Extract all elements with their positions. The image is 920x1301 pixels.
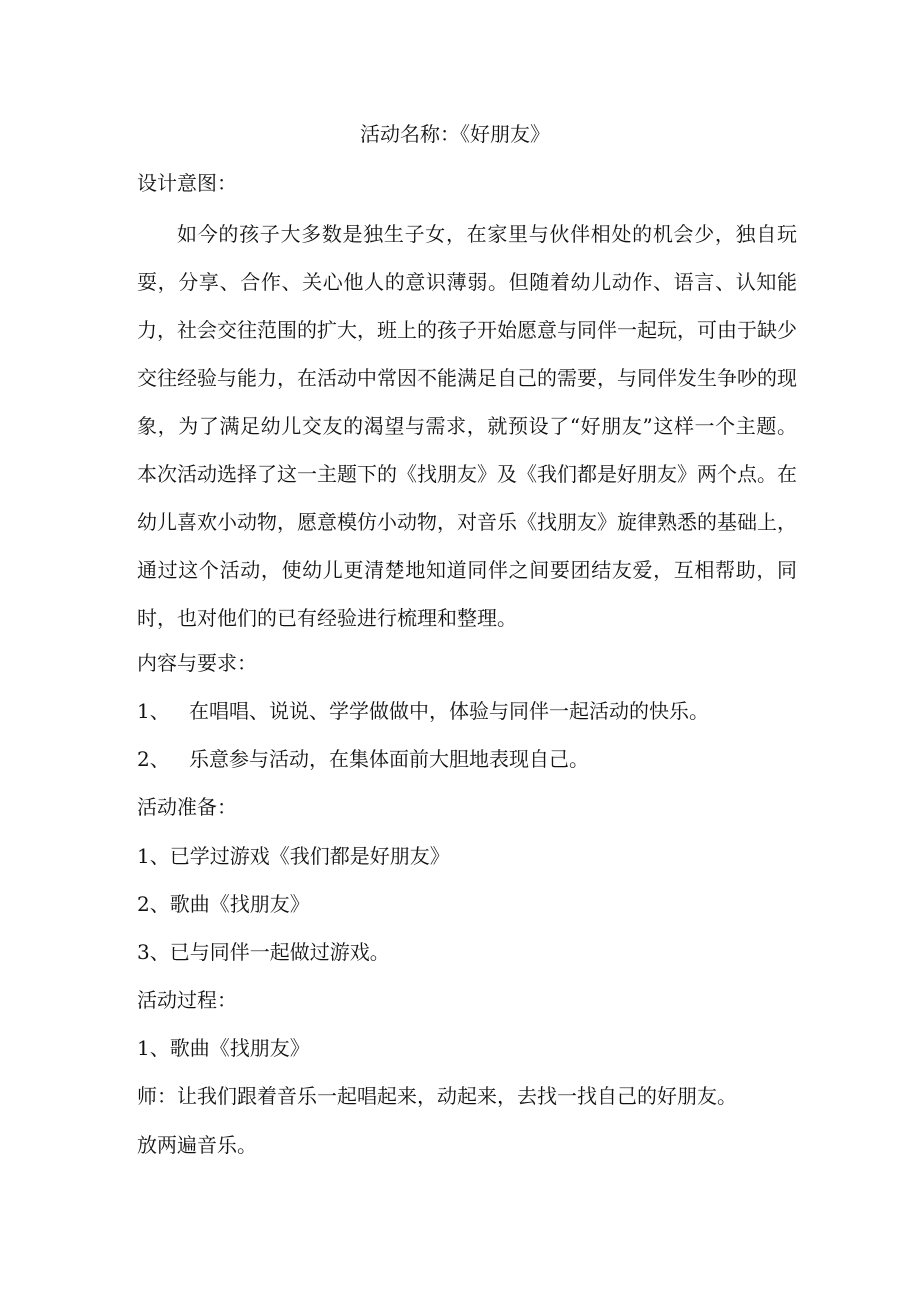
content-item [137,695,709,727]
content-item-text: 乐意参与活动，在集体面前大胆地表现自己。 [189,747,589,771]
content-item [137,743,589,775]
content-requirements-heading: 内容与要求： [137,651,257,675]
preparation-item: 2、歌曲《找朋友》 [137,892,310,916]
content-item-text: 在唱唱、说说、学学做做中，体验与同伴一起活动的快乐。 [189,699,709,723]
design-intent-paragraph: 如今的孩子大多数是独生子女，在家里与伙伴相处的机会少，独自玩耍，分享、合作、关心他人的意识薄弱。但随着幼儿动作、语言、认知能力，社会交往范围的扩大，班上的孩子开始愿意与同伴一起玩，可由于缺少交往经验与能力，在活动中常因不能满足自己的需要，与同伴发生争吵的现象，为了满足幼儿交友的渴望与需求，就预设了“好朋友”这样一个主题。本次活动选择了这一主题下的《找朋友》及《我们都是好朋友》两个点。在幼儿喜欢小动物，愿意模仿小动物，对音乐《找朋友》旋律熟悉的基础上，通过这个活动，使幼儿更清楚地知道同伴之间要团结友爱，互相帮助，同时，也对他们的已有经验进行梳理和整理。 [137,222,797,630]
activity-preparation-heading: 活动准备： [137,795,237,819]
preparation-item: 1、已学过游戏《我们都是好朋友》 [137,844,450,868]
process-line: 1、歌曲《找朋友》 [137,1036,310,1060]
content-item-number: 1、 [137,699,170,723]
content-item-number: 2、 [137,747,170,771]
design-intent-heading: 设计意图： [137,171,237,195]
activity-process-heading: 活动过程： [137,988,237,1012]
preparation-item: 3、已与同伴一起做过游戏。 [137,940,390,964]
document-title: 活动名称：《好朋友》 [360,122,550,146]
process-line: 师：让我们跟着音乐一起唱起来，动起来，去找一找自己的好朋友。 [137,1084,737,1108]
process-line: 放两遍音乐。 [137,1133,257,1157]
